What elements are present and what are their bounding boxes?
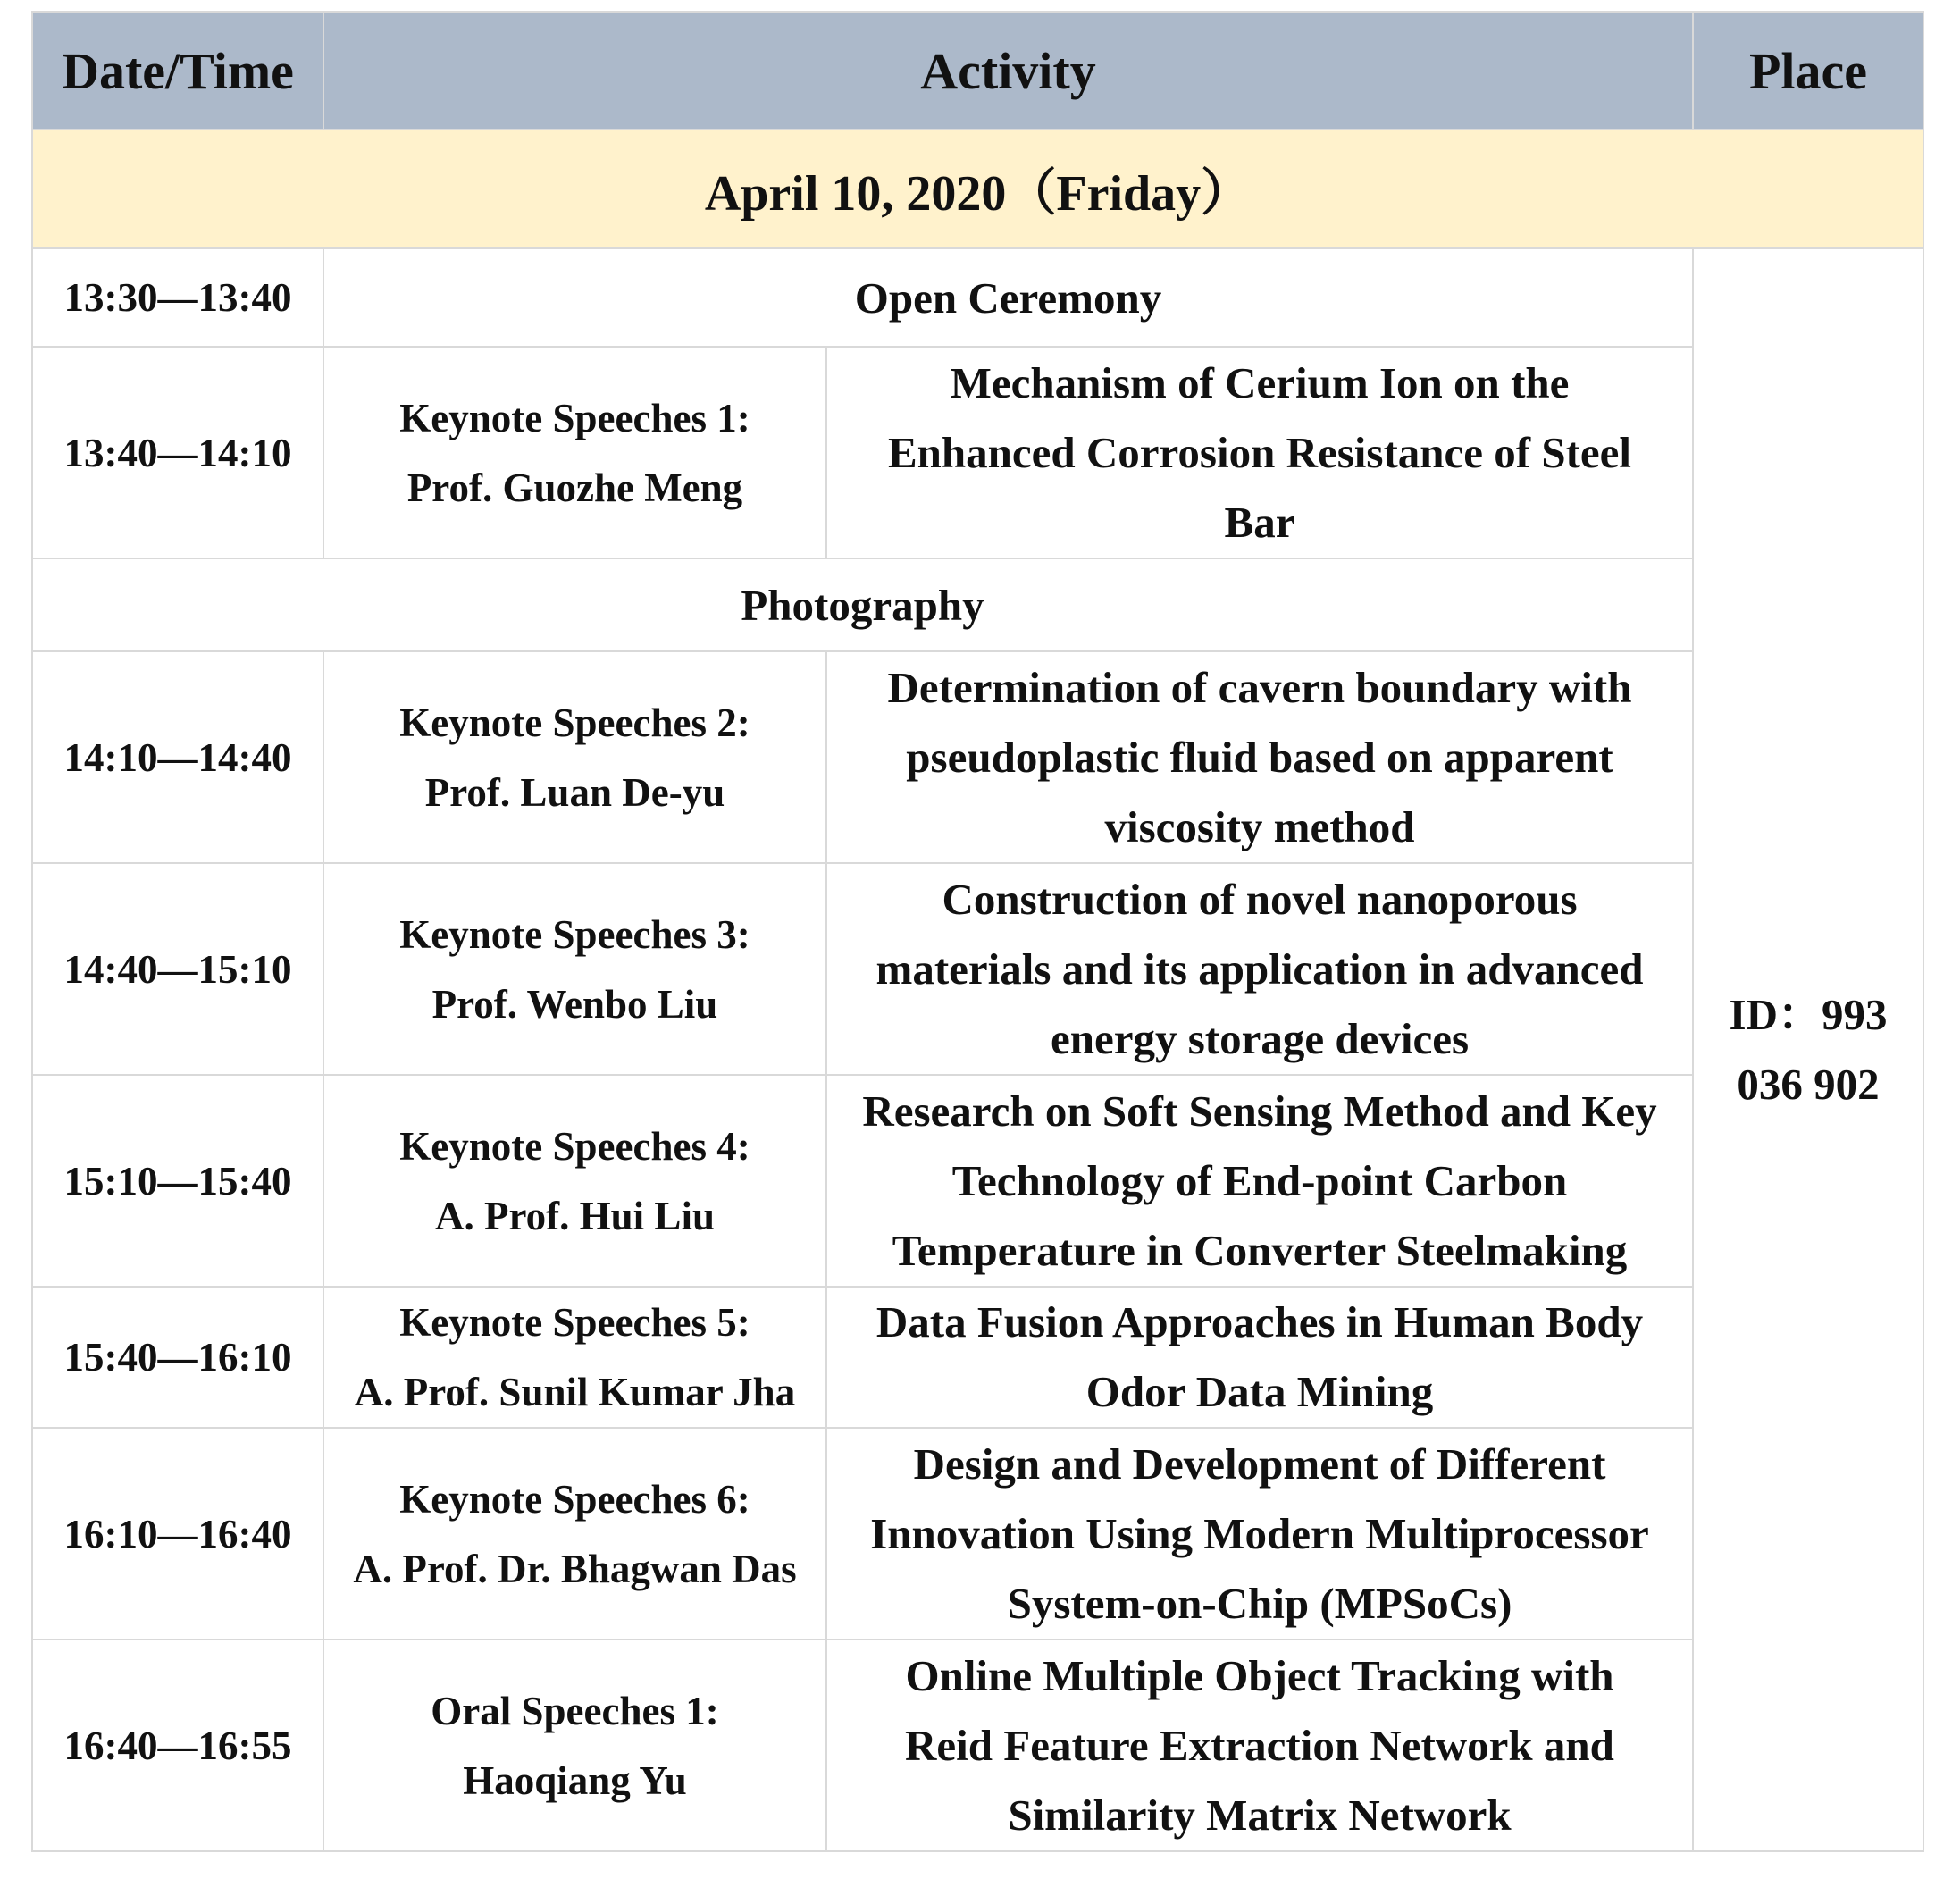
date-time-header: Date/Time [32, 12, 323, 130]
title-line: Design and Development of Different [913, 1438, 1606, 1489]
speaker-line: Prof. Luan De-yu [424, 769, 725, 815]
date-banner-row [32, 130, 1923, 248]
title-line: materials and its application in advanced [875, 944, 1644, 994]
speaker-line: Prof. Wenbo Liu [431, 981, 718, 1027]
title-cell [826, 347, 1693, 558]
table-row [32, 248, 1923, 347]
title-line: Technology of End-point Carbon [951, 1155, 1568, 1205]
table-row [32, 558, 1923, 651]
place-cell [1693, 248, 1923, 1851]
activity-cell: Open Ceremony [323, 248, 1693, 347]
speaker-cell [323, 863, 826, 1075]
speaker-line: Prof. Guozhe Meng [406, 465, 743, 510]
speaker-line: Haoqiang Yu [463, 1757, 687, 1803]
time-cell: 16:10—16:40 [32, 1428, 323, 1640]
title-line: Determination of cavern boundary with [887, 662, 1632, 712]
speaker-line: Keynote Speeches 6: [399, 1476, 750, 1522]
speaker-cell [323, 651, 826, 863]
title-cell [826, 1287, 1693, 1428]
title-line: Research on Soft Sensing Method and Key [862, 1086, 1657, 1136]
title-line: Similarity Matrix Network [1008, 1790, 1512, 1840]
speaker-line: A. Prof. Dr. Bhagwan Das [353, 1546, 797, 1591]
title-line: Odor Data Mining [1085, 1367, 1434, 1416]
table-row [32, 1428, 1923, 1640]
title-cell [826, 1428, 1693, 1640]
time-cell: 13:40—14:10 [32, 347, 323, 558]
time-cell: 16:40—16:55 [32, 1640, 323, 1851]
title-cell [826, 651, 1693, 863]
title-line: pseudoplastic fluid based on apparent [906, 732, 1613, 782]
speaker-line: Keynote Speeches 5: [399, 1300, 750, 1345]
speaker-line: Oral Speeches 1: [431, 1688, 719, 1733]
title-cell [826, 1075, 1693, 1287]
activity-header: Activity [323, 12, 1693, 130]
place-header: Place [1693, 12, 1923, 130]
title-line: System-on-Chip (MPSoCs) [1007, 1578, 1512, 1628]
date-banner: April 10, 2020（Friday） [32, 130, 1923, 248]
table-row [32, 651, 1923, 863]
speaker-cell [323, 1640, 826, 1851]
speaker-cell [323, 1287, 826, 1428]
speaker-cell [323, 347, 826, 558]
speaker-line: Keynote Speeches 3: [399, 911, 750, 957]
time-cell: 15:40—16:10 [32, 1287, 323, 1428]
speaker-line: Keynote Speeches 2: [399, 700, 750, 745]
time-cell: 15:10—15:40 [32, 1075, 323, 1287]
title-line: Construction of novel nanoporous [942, 874, 1578, 924]
title-line: viscosity method [1104, 801, 1415, 851]
table-row [32, 863, 1923, 1075]
speaker-cell [323, 1075, 826, 1287]
title-line: Enhanced Corrosion Resistance of Steel [887, 427, 1632, 477]
place-line: ID：993 [1729, 990, 1888, 1039]
title-cell [826, 1640, 1693, 1851]
speaker-line: A. Prof. Hui Liu [435, 1193, 715, 1238]
place-line: 036 902 [1737, 1060, 1880, 1109]
title-line: Temperature in Converter Steelmaking [892, 1225, 1628, 1275]
table-row [32, 1075, 1923, 1287]
speaker-cell [323, 1428, 826, 1640]
title-line: Data Fusion Approaches in Human Body [875, 1297, 1644, 1346]
table-row [32, 347, 1923, 558]
table-row [32, 1287, 1923, 1428]
header-row [32, 12, 1923, 130]
title-line: energy storage devices [1050, 1013, 1470, 1063]
speaker-line: Keynote Speeches 4: [399, 1123, 750, 1169]
title-line: Bar [1224, 497, 1295, 547]
activity-cell: Photography [32, 558, 1693, 651]
title-line: Innovation Using Modern Multiprocessor [870, 1508, 1649, 1558]
title-line: Reid Feature Extraction Network and [905, 1720, 1614, 1770]
time-cell: 14:10—14:40 [32, 651, 323, 863]
title-line: Online Multiple Object Tracking with [905, 1650, 1614, 1700]
title-line: Mechanism of Cerium Ion on the [950, 357, 1570, 407]
table-row [32, 1640, 1923, 1851]
schedule-table [31, 11, 1924, 1852]
time-cell: 14:40—15:10 [32, 863, 323, 1075]
speaker-line: A. Prof. Sunil Kumar Jha [354, 1370, 796, 1414]
time-cell: 13:30—13:40 [32, 248, 323, 347]
title-cell [826, 863, 1693, 1075]
speaker-line: Keynote Speeches 1: [399, 395, 750, 440]
